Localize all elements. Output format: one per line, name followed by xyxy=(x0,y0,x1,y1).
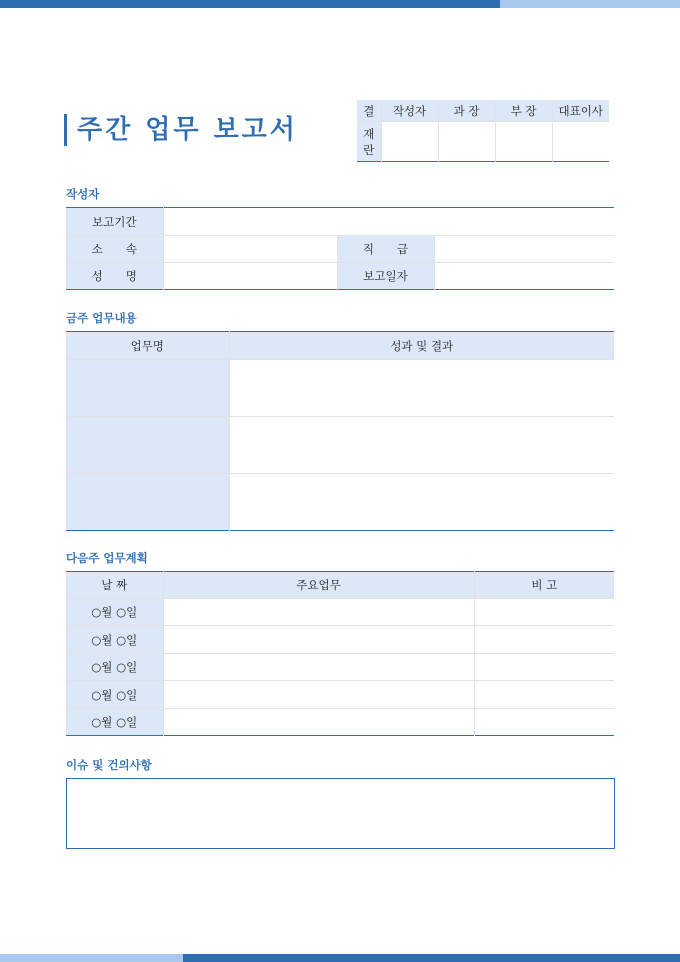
issues-box[interactable] xyxy=(66,778,615,849)
affiliation-label: 소 속 xyxy=(66,236,163,263)
next-week-table xyxy=(66,571,614,736)
issues-section-title: 이슈 및 건의사항 xyxy=(66,758,152,772)
main-task-cell[interactable] xyxy=(163,626,474,654)
top-accent-bar xyxy=(0,0,500,8)
page-title: 주간 업무 보고서 xyxy=(64,114,298,146)
date-cell: ○월 ○일 xyxy=(66,626,163,654)
approval-side-label xyxy=(357,122,381,162)
approval-table xyxy=(357,100,609,162)
note-header: 비 고 xyxy=(474,572,614,599)
main-task-cell[interactable] xyxy=(163,681,474,709)
note-cell[interactable] xyxy=(474,654,614,681)
date-cell: ○월 ○일 xyxy=(66,599,163,626)
approval-sign-section-chief[interactable] xyxy=(438,122,495,162)
approval-side-label-2: 재 xyxy=(363,126,375,141)
date-header: 날 짜 xyxy=(66,572,163,599)
main-task-cell[interactable] xyxy=(163,599,474,626)
report-date-label: 보고일자 xyxy=(337,263,434,290)
position-label: 직 급 xyxy=(337,236,434,263)
author-table xyxy=(66,207,614,290)
next-week-section-title: 다음주 업무계획 xyxy=(66,551,148,565)
result-cell[interactable] xyxy=(229,360,614,417)
task-name-cell[interactable] xyxy=(66,474,229,531)
approval-header-ceo: 대표이사 xyxy=(552,100,609,122)
position-field[interactable] xyxy=(434,236,614,263)
task-name-header: 업무명 xyxy=(66,332,229,360)
approval-sign-department-head[interactable] xyxy=(495,122,552,162)
result-cell[interactable] xyxy=(229,417,614,474)
name-label: 성 명 xyxy=(66,263,163,290)
affiliation-field[interactable] xyxy=(163,236,337,263)
task-name-cell[interactable] xyxy=(66,417,229,474)
top-accent-bar-light xyxy=(500,0,680,8)
approval-side-label-1: 결 xyxy=(357,100,381,122)
approval-sign-ceo[interactable] xyxy=(552,122,609,162)
date-cell: ○월 ○일 xyxy=(66,681,163,709)
note-cell[interactable] xyxy=(474,709,614,736)
approval-header-department-head: 부 장 xyxy=(495,100,552,122)
approval-sign-author[interactable] xyxy=(381,122,438,162)
note-cell[interactable] xyxy=(474,681,614,709)
this-week-section-title: 금주 업무내용 xyxy=(66,311,137,325)
period-field[interactable] xyxy=(163,208,614,236)
approval-header-author: 작성자 xyxy=(381,100,438,122)
date-cell: ○월 ○일 xyxy=(66,654,163,681)
main-task-cell[interactable] xyxy=(163,709,474,736)
note-cell[interactable] xyxy=(474,626,614,654)
author-section-title: 작성자 xyxy=(66,187,100,201)
bottom-accent-bar-light xyxy=(0,954,183,962)
approval-side-label-3: 란 xyxy=(363,142,375,157)
name-field[interactable] xyxy=(163,263,337,290)
approval-header-section-chief: 과 장 xyxy=(438,100,495,122)
task-name-cell[interactable] xyxy=(66,360,229,417)
result-cell[interactable] xyxy=(229,474,614,531)
report-date-field[interactable] xyxy=(434,263,614,290)
this-week-table xyxy=(66,331,614,531)
bottom-accent-bar xyxy=(183,954,680,962)
main-task-header: 주요업무 xyxy=(163,572,474,599)
result-header: 성과 및 결과 xyxy=(229,332,614,360)
period-label: 보고기간 xyxy=(66,208,163,236)
note-cell[interactable] xyxy=(474,599,614,626)
date-cell: ○월 ○일 xyxy=(66,709,163,736)
main-task-cell[interactable] xyxy=(163,654,474,681)
